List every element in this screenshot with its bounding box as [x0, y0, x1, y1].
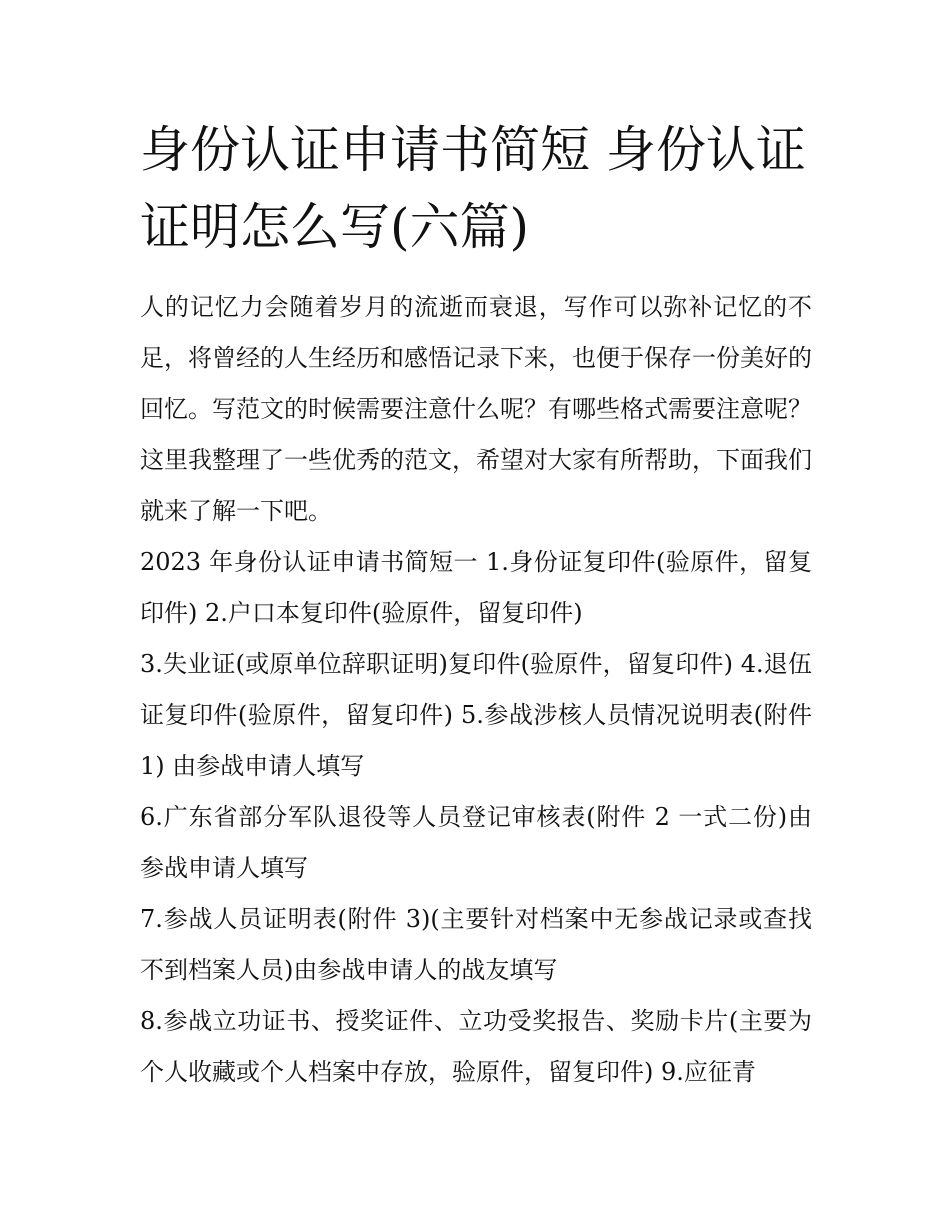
document-body — [140, 282, 812, 1098]
paragraph-item-3-5: 3.失业证(或原单位辞职证明)复印件(验原件，留复印件) 4.退伍证复印件(验原件，留复印件) 5.参战涉核人员情况说明表(附件 1) 由参战申请人填写 — [140, 650, 812, 780]
document-page — [140, 112, 812, 1098]
document-title: 身份认证申请书简短 身份认证证明怎么写(六篇) — [140, 121, 806, 256]
paragraph-item-8-9: 8.参战立功证书、授奖证件、立功受奖报告、奖励卡片(主要为个人收藏或个人档案中存放，验原件，留复印件) 9.应征青 — [140, 1007, 812, 1086]
paragraph-intro: 人的记忆力会随着岁月的流逝而衰退，写作可以弥补记忆的不足，将曾经的人生经历和感悟记录下来，也便于保存一份美好的回忆。写范文的时候需要注意什么呢？有哪些格式需要注意呢？这里我整理了一些优秀的范文，希望对大家有所帮助，下面我们就来了解一下吧。 — [140, 293, 812, 525]
paragraph-item-7: 7.参战人员证明表(附件 3)(主要针对档案中无参战记录或查找不到档案人员)由参战申请人的战友填写 — [140, 905, 812, 984]
paragraph-item-6: 6.广东省部分军队退役等人员登记审核表(附件 2 一式二份)由参战申请人填写 — [140, 803, 812, 882]
paragraph-item-1-2: 2023 年身份认证申请书简短一 1.身份证复印件(验原件，留复印件) 2.户口本复印件(验原件，留复印件) — [140, 548, 812, 627]
